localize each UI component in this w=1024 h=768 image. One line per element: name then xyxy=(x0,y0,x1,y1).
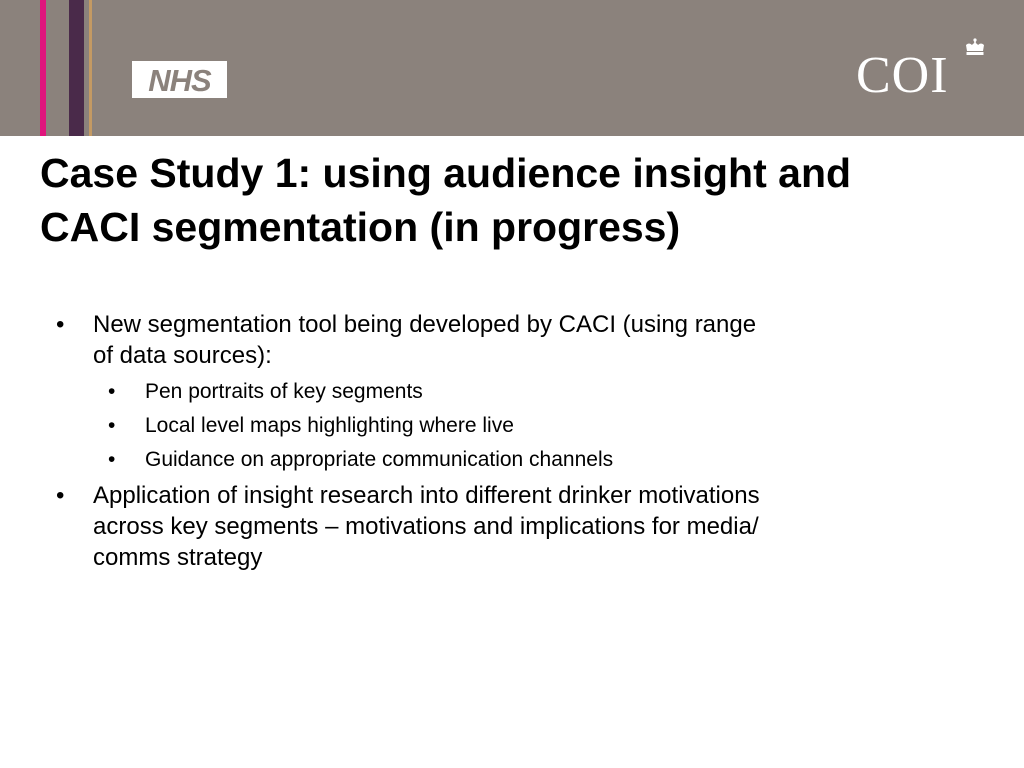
bullet-text-line: across key segments – motivations and implications for media/ xyxy=(93,513,759,540)
bullet-marker: • xyxy=(56,311,65,338)
bullet-text-line: of data sources): xyxy=(93,342,272,369)
sub-bullet-marker: • xyxy=(108,448,116,471)
sub-bullet-item xyxy=(0,412,893,440)
sub-bullet-text: Pen portraits of key segments xyxy=(145,380,423,403)
bullet-item-segmentation-tool xyxy=(0,309,893,474)
bullet-text-line: New segmentation tool being developed by CACI (using range xyxy=(93,311,757,338)
sub-bullet-item xyxy=(0,378,893,406)
slide-title-line-2: CACI segmentation (in progress) xyxy=(40,204,681,250)
sub-bullet-marker: • xyxy=(108,380,116,403)
coi-logo xyxy=(856,47,966,104)
sub-bullet-marker: • xyxy=(108,414,116,437)
bullet-text-line: Application of insight research into different drinker motivations xyxy=(93,482,760,509)
accent-stripe-magenta xyxy=(40,0,46,136)
slide-title-line-1: Case Study 1: using audience insight and xyxy=(40,150,852,196)
accent-stripe-gold xyxy=(89,0,92,136)
bullet-marker: • xyxy=(56,482,65,509)
bullet-list xyxy=(0,309,1024,579)
accent-stripe-purple xyxy=(69,0,84,136)
sub-bullet-item xyxy=(0,446,893,474)
bullet-text-line: comms strategy xyxy=(93,544,263,571)
nhs-logo xyxy=(132,61,227,98)
nhs-logo-text: NHS xyxy=(148,62,211,98)
crown-icon xyxy=(964,38,986,56)
sub-bullet-list xyxy=(93,378,893,474)
slide-title xyxy=(40,146,1000,254)
bullet-item-insight-research xyxy=(0,480,893,573)
sub-bullet-text: Local level maps highlighting where live xyxy=(145,414,514,437)
sub-bullet-text: Guidance on appropriate communication channels xyxy=(145,448,614,471)
coi-logo-text: COI xyxy=(856,47,949,104)
